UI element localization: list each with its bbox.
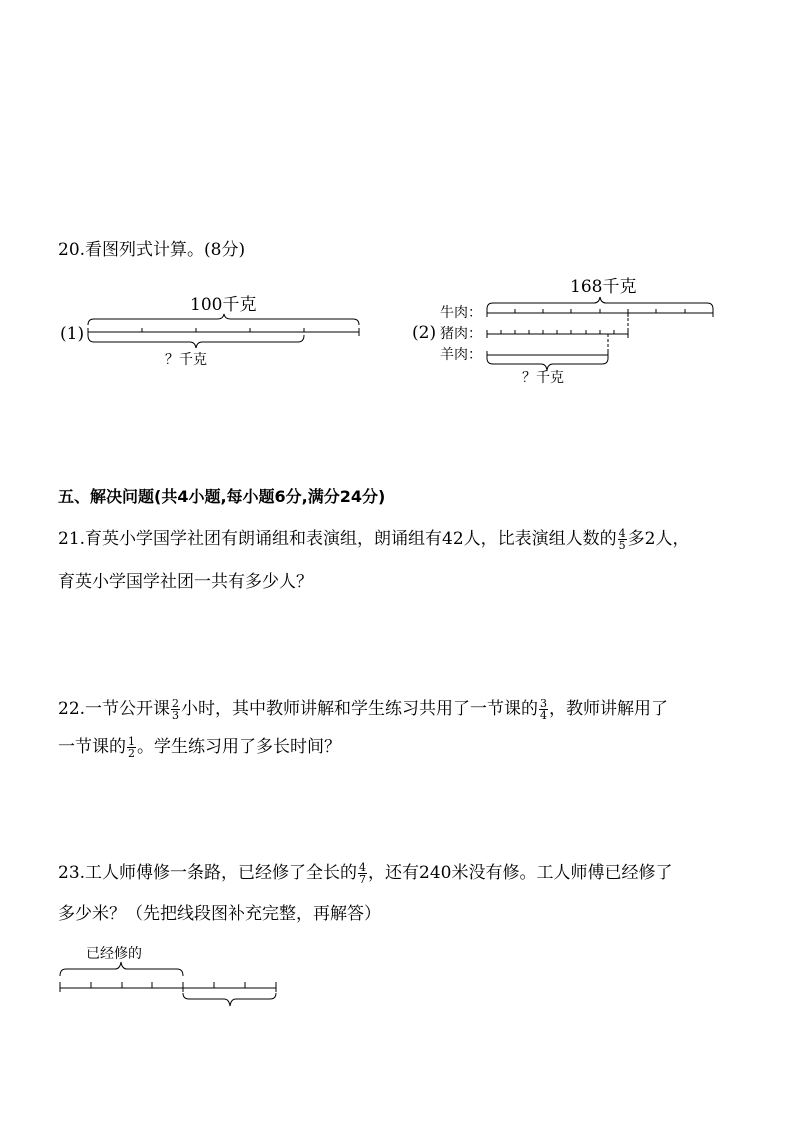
q23-diagram-label: 已经修的	[86, 946, 142, 962]
q20-d2-question-label: ？千克	[522, 370, 564, 386]
q20-title: 20.看图列式计算。(8分)	[58, 240, 246, 260]
q22-line2-a: 一节课的	[58, 737, 126, 757]
q20-d1-index: (1)	[60, 324, 85, 344]
q22-frac3-num: 1	[128, 735, 135, 748]
q22-frac1-den: 3	[172, 709, 180, 722]
q22-line1-b: 小时，其中教师讲解和学生练习共用了一节课的	[181, 699, 539, 719]
q21-line1-b: 多2人，	[627, 529, 690, 549]
q21-line1-a: 21.育英小学国学社团有朗诵组和表演组，朗诵组有42人，比表演组人数的	[58, 529, 617, 549]
q21-frac-den: 5	[618, 539, 626, 552]
q20-d2-index: (2)	[412, 323, 437, 343]
q23-line1-a: 23.工人师傅修一条路，已经修了全长的	[58, 863, 358, 883]
q22-frac2-num: 3	[540, 697, 548, 710]
q21-frac-num: 4	[618, 527, 626, 540]
section5-heading: 五、解决问题(共4小题,每小题6分,满分24分)	[58, 487, 386, 506]
q23-frac-num: 4	[359, 861, 367, 874]
q22-frac1-num: 2	[172, 697, 180, 710]
q22-line2-b: 。学生练习用了多长时间？	[137, 737, 341, 757]
q20-d2-beef-label: 牛肉：	[440, 305, 482, 321]
q22-line1-c: ，教师讲解用了	[549, 699, 669, 719]
q23-line1-b: ，还有240米没有修。工人师傅已经修了	[368, 863, 673, 883]
q20-d2-pork-label: 猪肉：	[440, 326, 482, 342]
q20-d1-question-label: ？千克	[165, 352, 207, 368]
q22-frac3-den: 2	[128, 747, 135, 760]
q20-d2-total-label: 168千克	[570, 277, 637, 297]
q20-d1-total-label: 100千克	[190, 295, 257, 315]
q23-frac-den: 7	[359, 873, 367, 886]
q20-d2-mutton-label: 羊肉：	[440, 347, 482, 363]
q21-line2: 育英小学国学社团一共有多少人？	[58, 572, 313, 592]
q23-line2: 多少米？（先把线段图补充完整，再解答）	[58, 904, 381, 924]
q22-frac2-den: 4	[540, 709, 548, 722]
q22-line1-a: 22.一节公开课	[58, 699, 171, 719]
